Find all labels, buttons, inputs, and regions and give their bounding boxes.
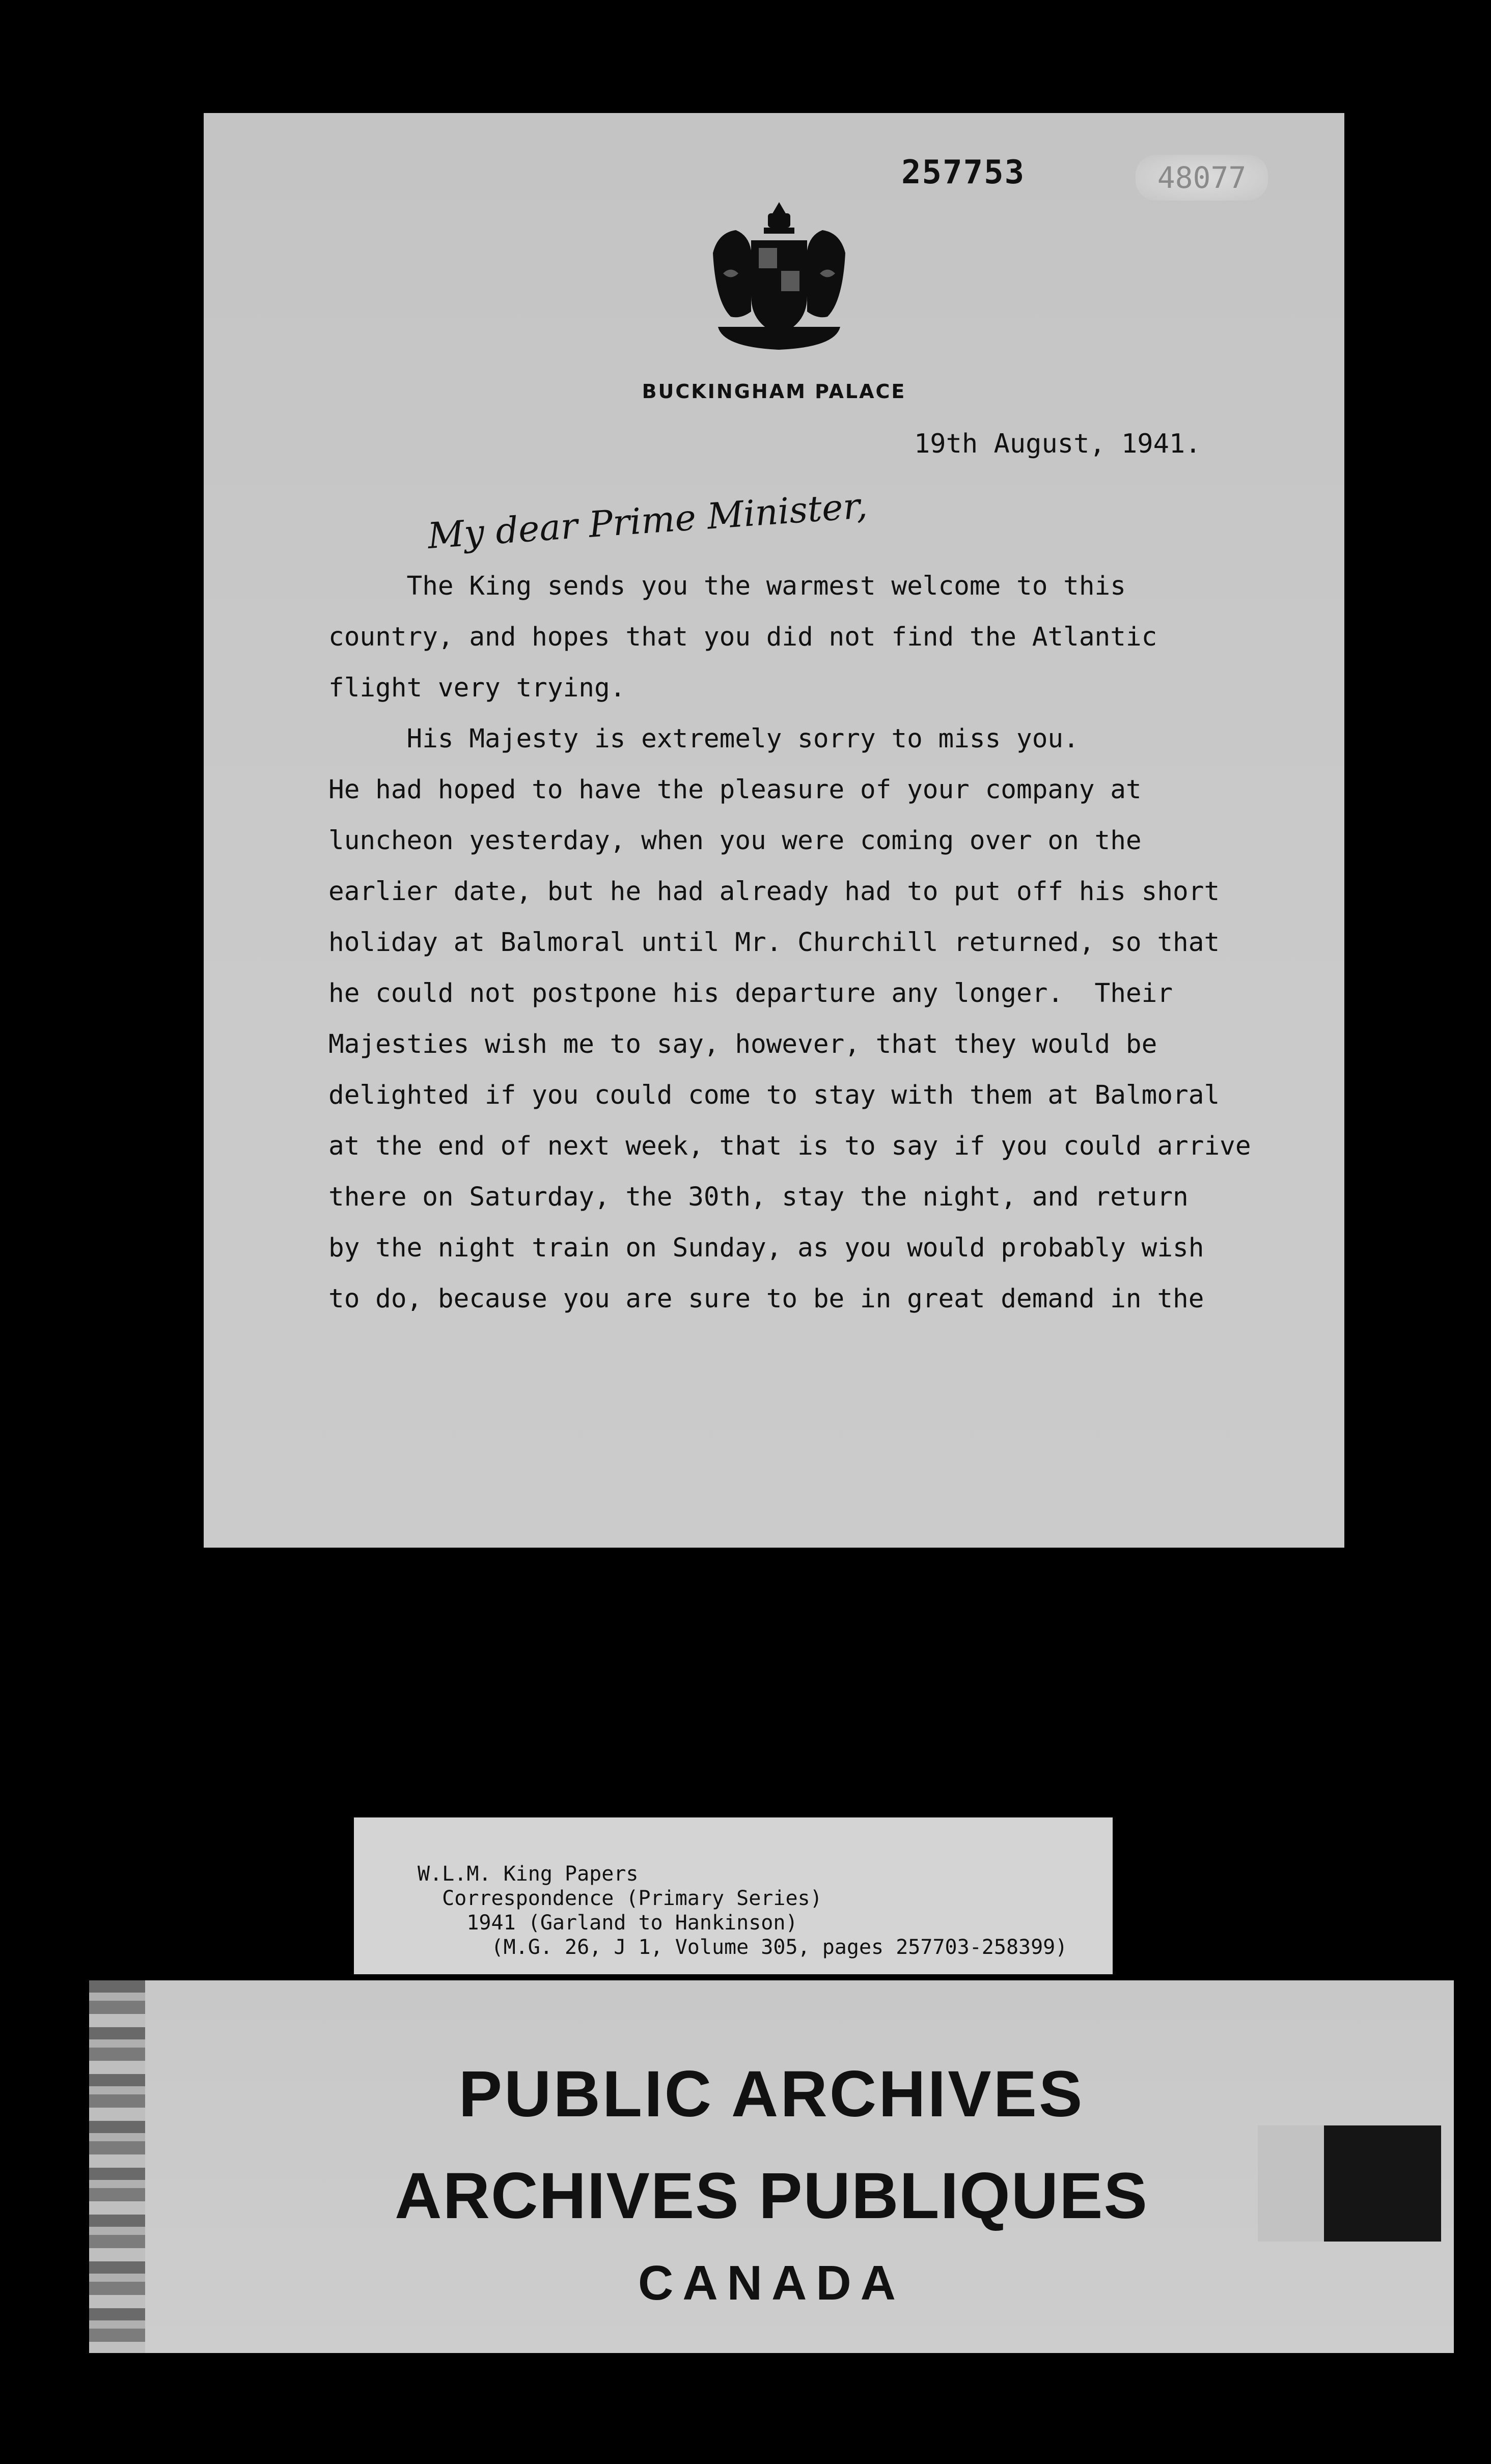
banner-country: CANADA xyxy=(638,2256,905,2310)
handwritten-salutation: My dear Prime Minister, xyxy=(426,484,869,557)
body-line: he could not postpone his departure any longer. Their xyxy=(328,978,1173,1009)
archive-tab-marker xyxy=(1258,2125,1441,2242)
body-line: holiday at Balmoral until Mr. Churchill returned, so that xyxy=(328,928,1220,958)
label-line: 1941 (Garland to Hankinson) xyxy=(418,1911,798,1935)
body-line: Majesties wish me to say, however, that they would be xyxy=(328,1029,1157,1059)
body-line: at the end of next week, that is to say if you could arrive xyxy=(328,1131,1251,1161)
archive-reference-label xyxy=(354,1817,1113,1974)
body-line: delighted if you could come to stay with them at Balmoral xyxy=(328,1080,1220,1110)
body-line: by the night train on Sunday, as you would probably wish xyxy=(328,1233,1204,1263)
archives-banner xyxy=(89,1980,1454,2353)
royal-coat-of-arms-icon xyxy=(703,197,855,355)
body-line: His Majesty is extremely sorry to miss you. xyxy=(328,724,1079,754)
letterhead: BUCKINGHAM PALACE xyxy=(642,380,906,403)
label-line: (M.G. 26, J 1, Volume 305, pages 257703-258399) xyxy=(418,1936,1068,1959)
letter-page xyxy=(204,113,1344,1548)
label-line: W.L.M. King Papers xyxy=(418,1862,639,1886)
body-line: flight very trying. xyxy=(328,673,626,703)
letter-date: 19th August, 1941. xyxy=(914,429,1201,459)
document-number: 257753 xyxy=(901,154,1026,191)
body-line: country, and hopes that you did not find the Atlantic xyxy=(328,622,1157,652)
body-line: earlier date, but he had already had to put off his short xyxy=(328,877,1220,907)
old-document-number: 48077 xyxy=(1136,155,1268,201)
banner-title-french: ARCHIVES PUBLIQUES xyxy=(395,2160,1148,2232)
body-line: He had hoped to have the pleasure of your company at xyxy=(328,775,1142,805)
body-line: luncheon yesterday, when you were coming over on the xyxy=(328,826,1142,856)
tab-dark-block xyxy=(1324,2125,1441,2242)
banner-title-english: PUBLIC ARCHIVES xyxy=(458,2058,1085,2131)
body-line: The King sends you the warmest welcome to this xyxy=(328,571,1126,601)
body-line: there on Saturday, the 30th, stay the night, and return xyxy=(328,1182,1189,1212)
body-line: to do, because you are sure to be in great demand in the xyxy=(328,1284,1204,1314)
label-line: Correspondence (Primary Series) xyxy=(418,1887,822,1910)
